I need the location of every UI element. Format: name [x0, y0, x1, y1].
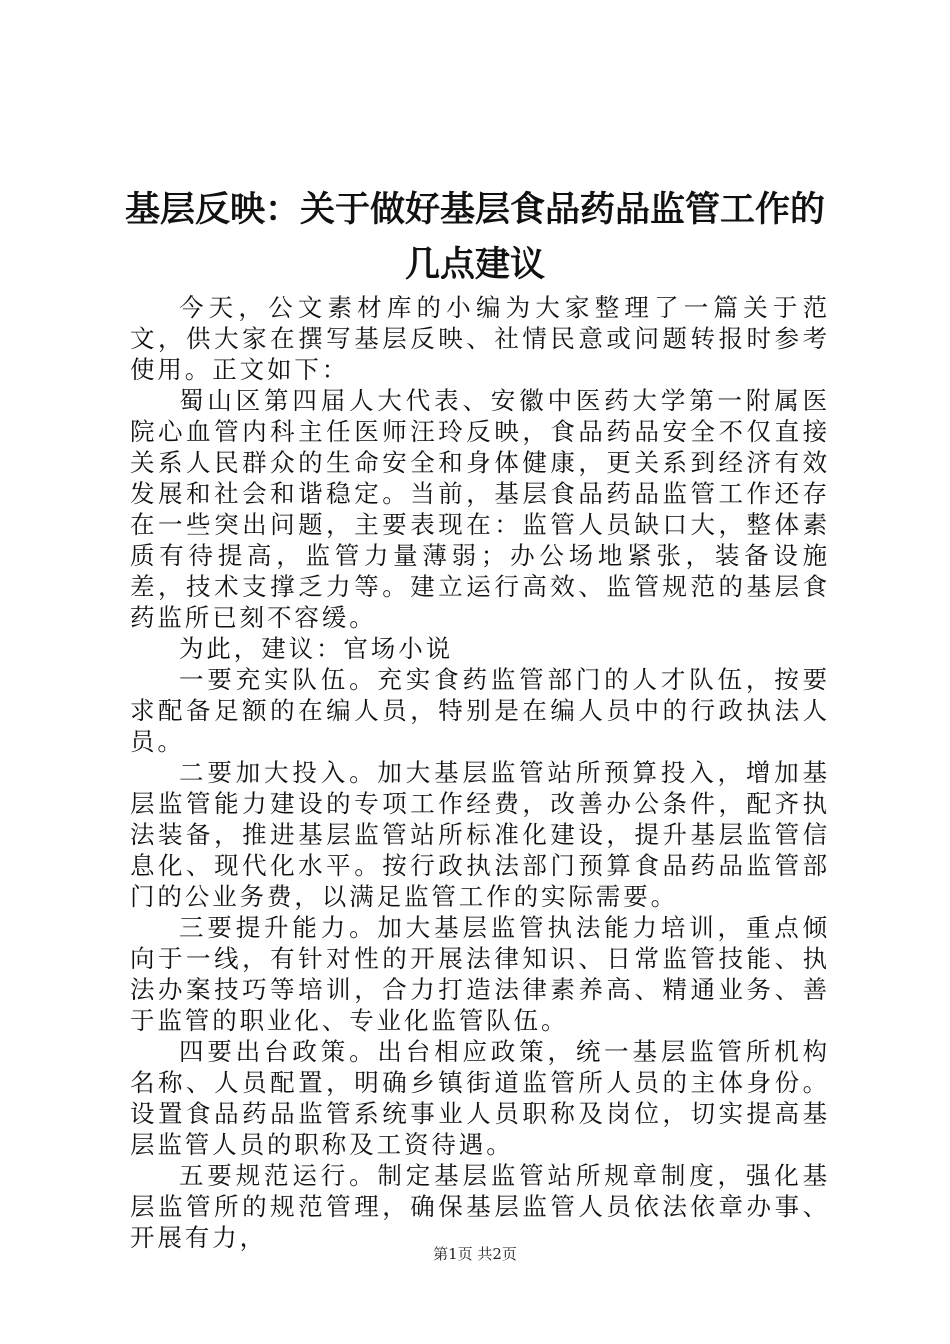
page-number-footer: 第1页 共2页: [433, 1245, 517, 1263]
paragraph-report: 蜀山区第四届人大代表、安徽中医药大学第一附属医院心血管内科主任医师汪玲反映，食品药品安全不仅直接关系人民群众的生命安全和身体健康，更关系到经济有效发展和社会和谐稳定。当前，基层食品药品监管工作还存在一些突出问题，主要表现在：监管人员缺口大，整体素质有待提高，监管力量薄弱；办公场地紧张，装备设施差，技术支撑乏力等。建立运行高效、监管规范的基层食药监所已刻不容缓。: [130, 386, 830, 632]
paragraph-suggestion-5: 五要规范运行。制定基层监管站所规章制度，强化基层监管所的规范管理，确保基层监管人员依法依章办事、开展有力，: [130, 1161, 830, 1252]
paragraph-suggestion-4: 四要出台政策。出台相应政策，统一基层监管所机构名称、人员配置，明确乡镇街道监管所人员的主体身份。设置食品药品监管系统事业人员职称及岗位，切实提高基层监管人员的职称及工资待遇。: [130, 1037, 830, 1159]
document-title-continued: 几点建议: [404, 245, 545, 285]
document-body: [130, 292, 830, 1253]
paragraph-suggestion-lead: 为此，建议：官场小说: [179, 634, 453, 663]
document-title: 基层反映：关于做好基层食品药品监管工作的: [124, 190, 825, 230]
paragraph-suggestion-1: 一要充实队伍。充实食药监管部门的人才队伍，按要求配备足额的在编人员，特别是在编人员中的行政执法人员。: [130, 665, 830, 756]
paragraph-suggestion-3: 三要提升能力。加大基层监管执法能力培训，重点倾向于一线，有针对性的开展法律知识、日常监管技能、执法办案技巧等培训，合力打造法律素养高、精通业务、善于监管的职业化、专业化监管队伍。: [130, 913, 830, 1035]
paragraph-suggestion-2: 二要加大投入。加大基层监管站所预算投入，增加基层监管能力建设的专项工作经费，改善办公条件，配齐执法装备，推进基层监管站所标准化建设，提升基层监管信息化、现代化水平。按行政执法部门预算食品药品监管部门的公业务费，以满足监管工作的实际需要。: [130, 758, 830, 911]
paragraph-intro: 今天，公文素材库的小编为大家整理了一篇关于范文，供大家在撰写基层反映、社情民意或问题转报时参考使用。正文如下：: [130, 293, 830, 384]
